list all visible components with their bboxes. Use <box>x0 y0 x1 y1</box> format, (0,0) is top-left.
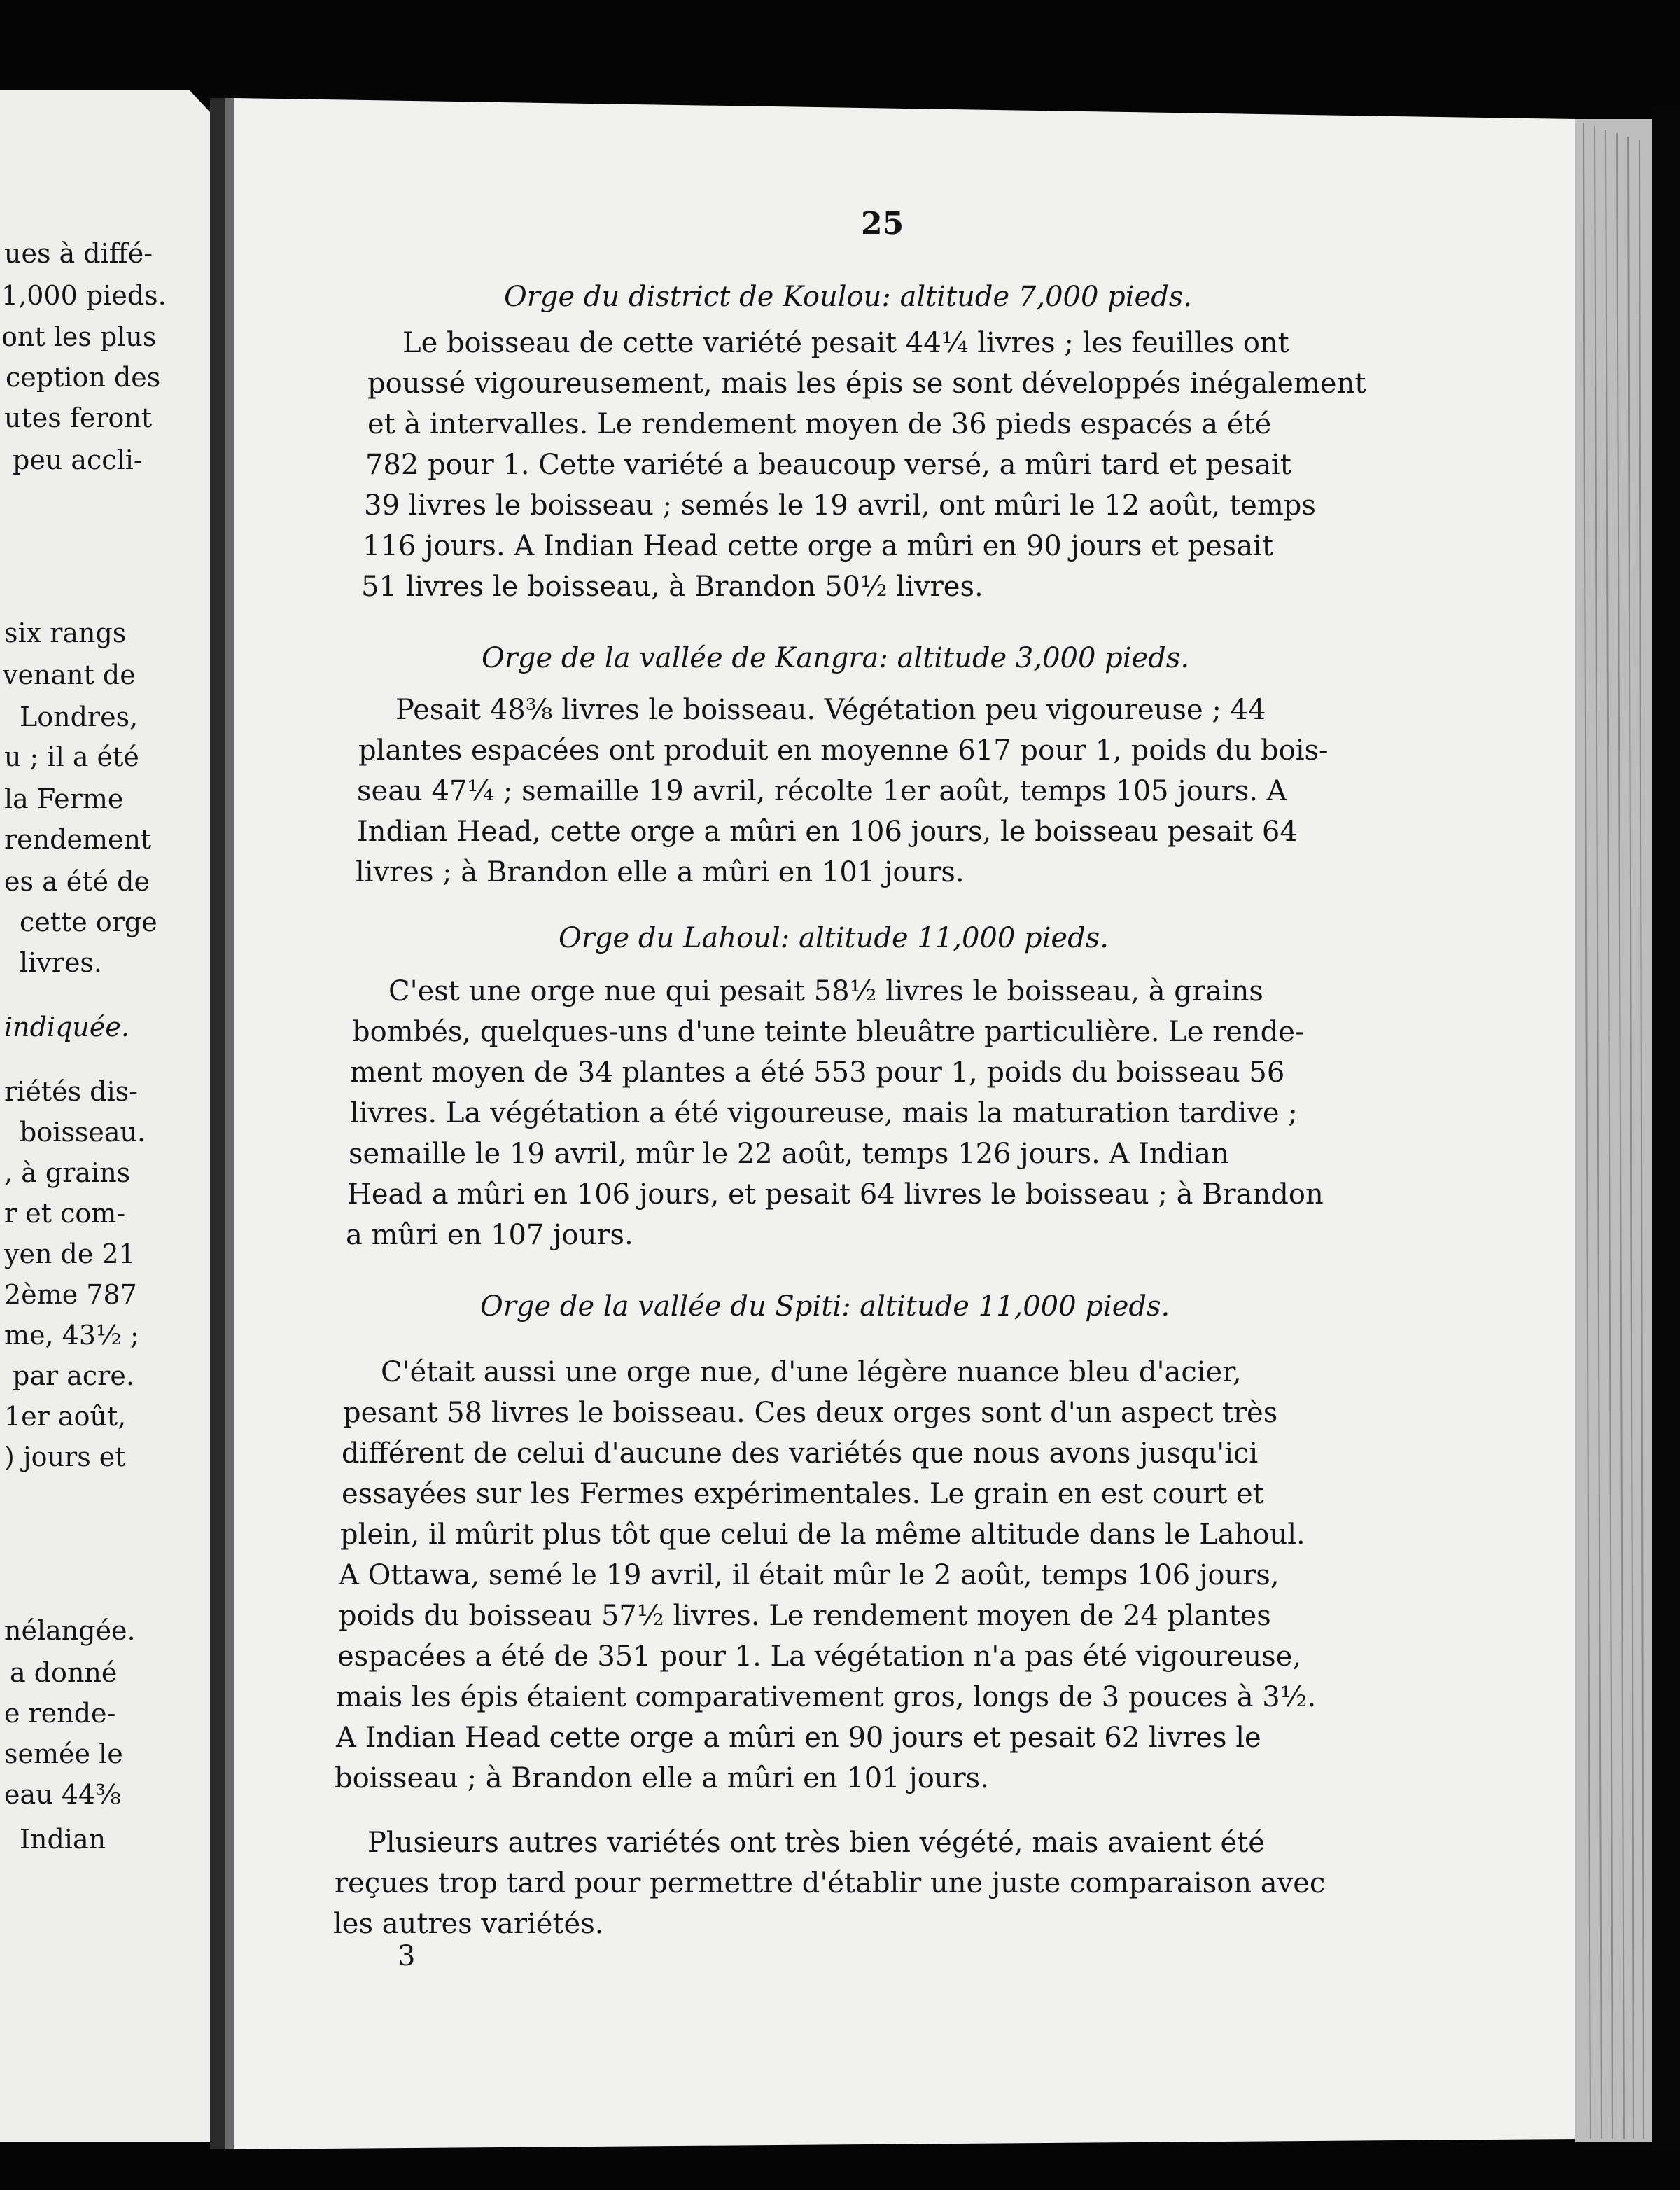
paragraph-line: mais les épis étaient comparativement gros, longs de 3 pouces à 3½. <box>336 1681 1317 1713</box>
left-page-line: la Ferme <box>4 783 124 814</box>
left-page-line: rendement <box>4 824 152 855</box>
paragraph-line: livres. La végétation a été vigoureuse, mais la maturation tardive ; <box>350 1097 1298 1129</box>
left-page-line: e rende- <box>4 1698 116 1729</box>
paragraph-line: Le boisseau de cette variété pesait 44¼ livres ; les feuilles ont <box>402 327 1289 359</box>
paragraph-line: les autres variétés. <box>333 1908 604 1940</box>
paragraph-line: boisseau ; à Brandon elle a mûri en 101 jours. <box>335 1762 989 1794</box>
left-page-line: r et com- <box>4 1198 126 1229</box>
paragraph-line: seau 47¼ ; semaille 19 avril, récolte 1er août, temps 105 jours. A <box>357 775 1287 807</box>
left-page-line: ont les plus <box>1 321 157 352</box>
paragraph-line: C'était aussi une orge nue, d'une légère nuance bleu d'acier, <box>381 1356 1242 1388</box>
left-page-line: , à grains <box>4 1157 131 1188</box>
paragraph-line: Head a mûri en 106 jours, et pesait 64 livres le boisseau ; à Brandon <box>347 1178 1324 1211</box>
paragraph-line: Indian Head, cette orge a mûri en 106 jours, le boisseau pesait 64 <box>357 816 1298 848</box>
paragraph-line: A Ottawa, semé le 19 avril, il était mûr le 2 août, temps 106 jours, <box>339 1559 1280 1591</box>
left-page-line: par acre. <box>13 1360 134 1391</box>
paragraph-line: poussé vigoureusement, mais les épis se sont développés inégalement <box>368 368 1366 400</box>
signature-mark: 3 <box>398 1940 416 1972</box>
paragraph-line: bombés, quelques-uns d'une teinte bleuâtre particulière. Le rende- <box>352 1016 1305 1048</box>
paragraph-line: 39 livres le boisseau ; semés le 19 avril, ont mûri le 12 août, temps <box>364 489 1316 522</box>
paragraph-line: plantes espacées ont produit en moyenne 617 pour 1, poids du bois- <box>358 734 1329 767</box>
left-page-line: riétés dis- <box>4 1076 138 1107</box>
section-heading: Orge de la vallée du Spiti: altitude 11,000 pieds. <box>480 1290 1170 1323</box>
paragraph-line: A Indian Head cette orge a mûri en 90 jours et pesait 62 livres le <box>336 1722 1261 1754</box>
left-page-line: indiquée. <box>4 1012 130 1042</box>
section-heading: Orge de la vallée de Kangra: altitude 3,000 pieds. <box>482 642 1190 674</box>
paragraph-line: pesant 58 livres le boisseau. Ces deux orges sont d'un aspect très <box>343 1397 1278 1429</box>
left-page-line: es a été de <box>4 866 150 897</box>
left-page-line: cette orge <box>20 907 158 937</box>
paragraph-line: et à intervalles. Le rendement moyen de 36 pieds espacés a été <box>368 408 1272 440</box>
left-page-line: eau 44⅜ <box>4 1779 121 1810</box>
gutter-shadow <box>210 98 225 2149</box>
section-heading: Orge du Lahoul: altitude 11,000 pieds. <box>559 922 1109 954</box>
paragraph-line: Plusieurs autres variétés ont très bien végété, mais avaient été <box>368 1827 1265 1859</box>
paragraph-line: C'est une orge nue qui pesait 58½ livres le boisseau, à grains <box>388 975 1264 1007</box>
left-page-line: peu accli- <box>13 445 143 475</box>
left-page-line: 1,000 pieds. <box>1 280 167 311</box>
left-page-line: nélangée. <box>4 1615 136 1646</box>
left-page-line: me, 43½ ; <box>4 1320 139 1351</box>
section-heading: Orge du district de Koulou: altitude 7,000 pieds. <box>504 281 1193 313</box>
paragraph-line: essayées sur les Fermes expérimentales. Le grain en est court et <box>342 1478 1264 1510</box>
left-page-line: boisseau. <box>20 1117 146 1148</box>
page-number: 25 <box>861 206 904 242</box>
left-page-line: u ; il a été <box>4 741 139 772</box>
left-page-line: livres. <box>20 947 103 978</box>
paragraph-line: reçues trop tard pour permettre d'établir une juste comparaison avec <box>335 1867 1326 1899</box>
paragraph-line: 51 livres le boisseau, à Brandon 50½ livres. <box>361 571 983 603</box>
left-page-line: ception des <box>6 362 161 393</box>
left-page-line: ues à diffé- <box>4 238 153 269</box>
paragraph-line: semaille le 19 avril, mûr le 22 août, temps 126 jours. A Indian <box>349 1138 1229 1170</box>
left-page-line: semée le <box>4 1738 123 1769</box>
left-page-line: venant de <box>3 660 136 690</box>
left-page-line: 1er août, <box>4 1401 127 1432</box>
left-page-line: six rangs <box>4 618 127 648</box>
paragraph-line: 782 pour 1. Cette variété a beaucoup versé, a mûri tard et pesait <box>365 449 1292 481</box>
left-page-line: yen de 21 <box>4 1239 136 1269</box>
left-page-line: utes feront <box>4 403 153 433</box>
paragraph-line: poids du boisseau 57½ livres. Le rendement moyen de 24 plantes <box>339 1600 1271 1632</box>
left-page-line: Londres, <box>20 702 139 732</box>
paragraph-line: livres ; à Brandon elle a mûri en 101 jours. <box>356 856 965 888</box>
paragraph-line: ment moyen de 34 plantes a été 553 pour 1, poids du boisseau 56 <box>350 1056 1285 1089</box>
left-page-line: 2ème 787 <box>4 1279 137 1310</box>
left-page-line: ) jours et <box>4 1442 126 1472</box>
paragraph-line: espacées a été de 351 pour 1. La végétation n'a pas été vigoureuse, <box>337 1640 1302 1673</box>
paragraph-line: différent de celui d'aucune des variétés que nous avons jusqu'ici <box>342 1437 1259 1470</box>
paragraph-line: plein, il mûrit plus tôt que celui de la même altitude dans le Lahoul. <box>340 1519 1306 1551</box>
left-page-line: a donné <box>10 1657 118 1688</box>
paragraph-line: 116 jours. A Indian Head cette orge a mûri en 90 jours et pesait <box>363 530 1274 562</box>
paragraph-line: a mûri en 107 jours. <box>346 1219 634 1251</box>
left-page-line: Indian <box>20 1824 106 1855</box>
paragraph-line: Pesait 48⅜ livres le boisseau. Végétation peu vigoureuse ; 44 <box>396 694 1266 726</box>
